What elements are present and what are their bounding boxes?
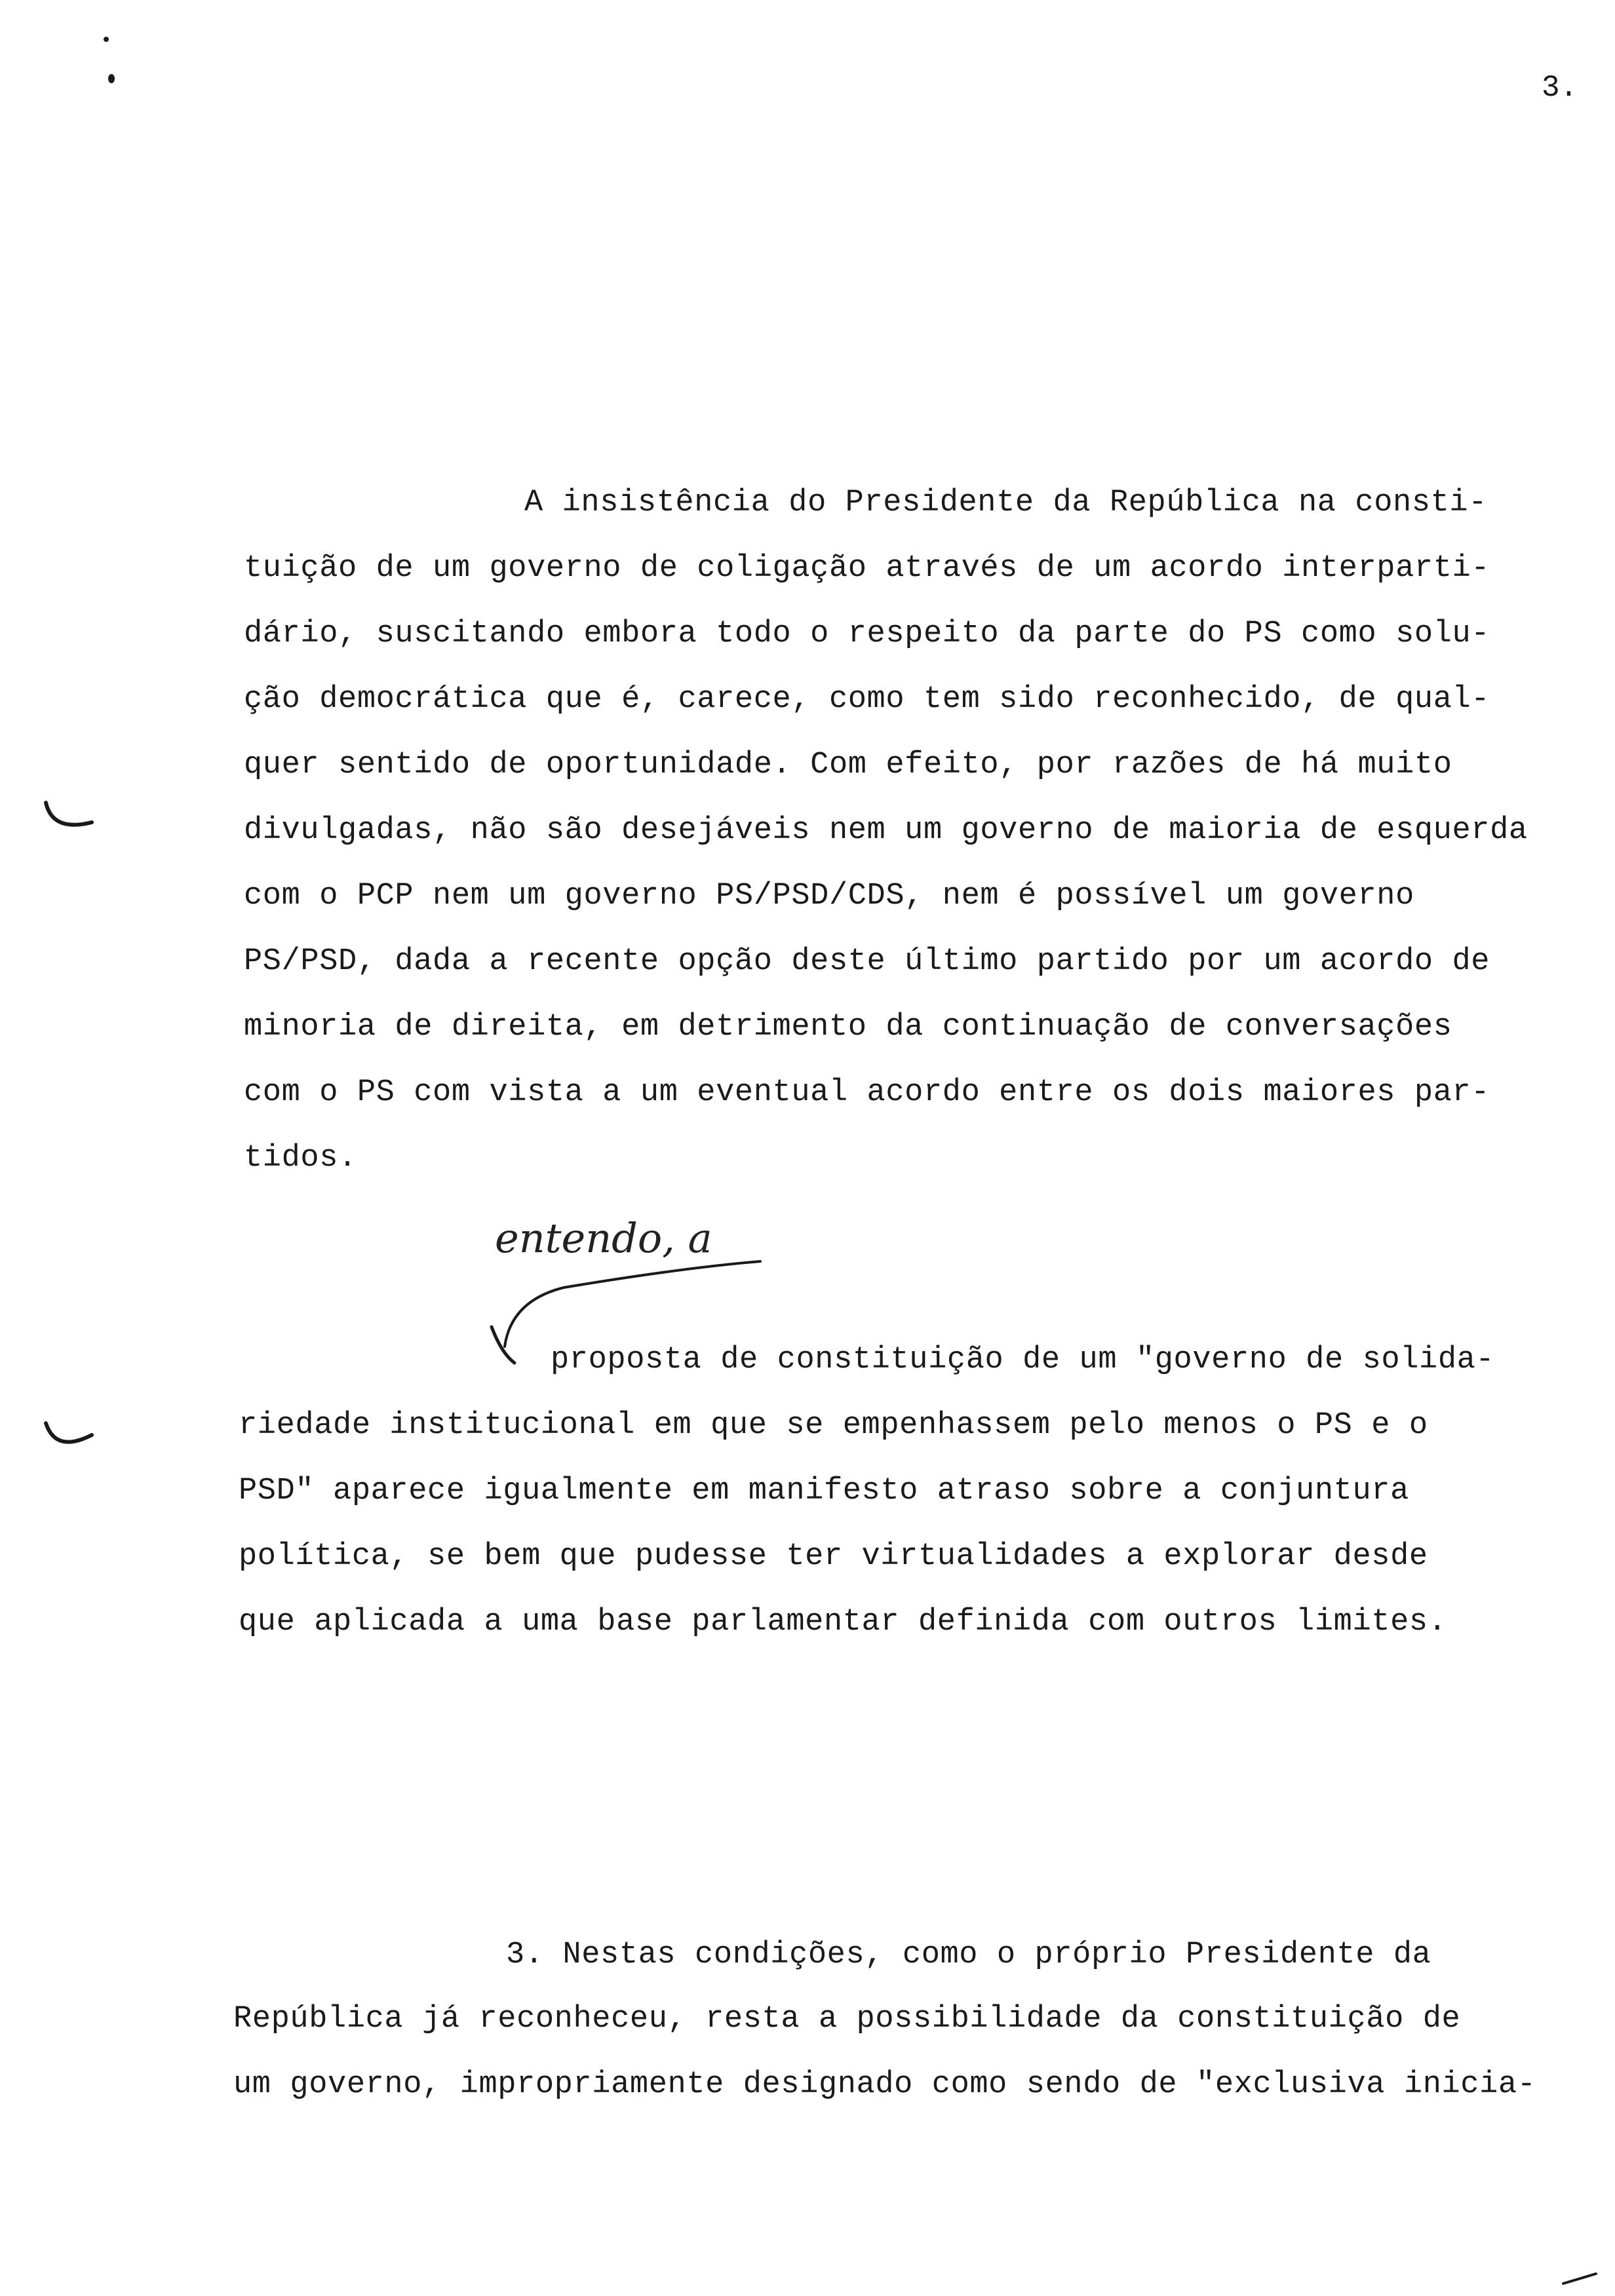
paragraph-line: tuição de um governo de coligação através de um acordo interparti-: [244, 551, 1490, 586]
paragraph-line: PSD" aparece igualmente em manifesto atraso sobre a conjuntura: [239, 1474, 1409, 1508]
paragraph-line: minoria de direita, em detrimento da continuação de conversações: [244, 1010, 1452, 1044]
paragraph-line: PS/PSD, dada a recente opção deste último partido por um acordo de: [244, 944, 1490, 979]
paragraph-line: proposta de constituição de um "governo de solida-: [551, 1343, 1495, 1377]
paragraph-line: dário, suscitando embora todo o respeito da parte do PS como solu-: [244, 617, 1490, 651]
paragraph-line: República já reconheceu, resta a possibilidade da constituição de: [233, 2002, 1461, 2037]
paragraph-line: quer sentido de oportunidade. Com efeito, por razões de há muito: [244, 748, 1452, 782]
paragraph-line: com o PS com vista a um eventual acordo entre os dois maiores par-: [244, 1075, 1490, 1110]
paragraph-line: ção democrática que é, carece, como tem sido reconhecido, de qual-: [244, 682, 1490, 717]
margin-bracket-mark: [39, 796, 98, 842]
page-number: 3.: [1542, 71, 1578, 105]
paragraph-line: um governo, impropriamente designado como sendo de "exclusiva inicia-: [233, 2067, 1536, 2102]
ink-dot-mark: [98, 33, 125, 92]
handwritten-insert: entendo, a: [495, 1214, 712, 1262]
corner-ink-mark: [1560, 2267, 1599, 2287]
paragraph-line: com o PCP nem um governo PS/PSD/CDS, nem é possível um governo: [244, 879, 1414, 913]
margin-bracket-mark: [39, 1415, 98, 1461]
paragraph-line: tidos.: [244, 1141, 357, 1176]
paragraph-line: que aplicada a uma base parlamentar definida com outros limites.: [239, 1605, 1447, 1639]
paragraph-line: riedade institucional em que se empenhassem pelo menos o PS e o: [239, 1408, 1428, 1443]
paragraph-line: A insistência do Presidente da República na consti-: [524, 486, 1488, 520]
paragraph-line: política, se bem que pudesse ter virtualidades a explorar desde: [239, 1539, 1428, 1574]
paragraph-line: 3. Nestas condições, como o próprio Presidente da: [506, 1938, 1431, 1972]
paragraph-line: divulgadas, não são desejáveis nem um governo de maioria de esquerda: [244, 813, 1528, 848]
